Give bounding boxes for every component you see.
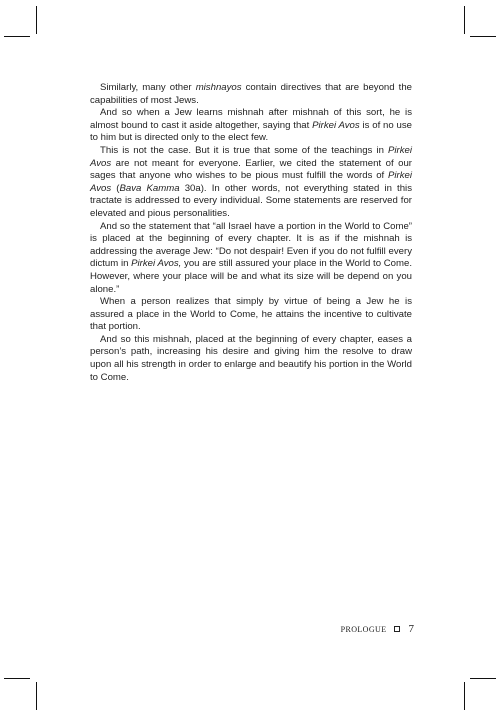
paragraph-text: you are still assured your place in the World to Come. However, where your place will be and what its size will be depend on you alone.” [90,258,412,295]
crop-mark-top-left-horizontal [4,36,30,37]
paragraph-text: is of no use to him but is directed only to the elect few. [90,119,413,144]
square-separator-icon [394,626,400,632]
paragraph [90,334,412,384]
paragraph-text: And so the statement that “all Israel have a portion in the World to Come” is placed at the beginning of every chapter. It is as if the mishnah is addressing the average Jew: “Do not despair! Even if you do not fulfill every dictum in [90,220,412,270]
paragraph-text: 30a). In other words, not everything stated in this tractate is addressed to every individual. Some statements are reserved for elevated and pious personalities. [90,182,412,219]
crop-mark-bottom-left-horizontal [4,678,30,679]
paragraph [90,107,412,145]
italic-title-text: Pirkei Avos [312,119,360,131]
italic-title-text: Pirkei Avos, [131,258,182,270]
paragraph-text: And so when a Jew learns mishnah after mishnah of this sort, he is almost bound to cast it aside altogether, saying that [90,107,412,131]
paragraph-text: contain directives that are beyond the capabilities of most Jews. [90,82,412,106]
crop-mark-bottom-right-horizontal [470,678,496,679]
crop-mark-top-right-vertical [464,6,465,34]
paragraph [90,82,412,107]
italic-title-text: Bava Kamma [119,182,180,194]
italic-title-text: mishnayos [195,82,242,93]
crop-mark-top-left-vertical [36,6,37,34]
italic-title-text: Pirkei Avos [90,144,412,169]
crop-mark-bottom-right-vertical [464,682,465,710]
paragraph-text: are not meant for everyone. Earlier, we cited the statement of our sages that anyone who wishes to be pious must fulfill the words of [90,157,412,182]
crop-mark-top-right-horizontal [470,36,496,37]
paragraph-text: ( [111,182,120,194]
paragraph [90,145,412,221]
paragraph-text: This is not the case. But it is true that some of the teachings in [100,144,388,156]
paragraph [90,296,412,334]
paragraph-text: Similarly, many other [100,82,196,93]
page-number: 7 [408,623,414,635]
body-text [90,82,412,384]
italic-title-text: Pirkei Avos [90,170,412,194]
paragraph [90,221,412,297]
paragraph-text: When a person realizes that simply by virtue of being a Jew he is assured a place in the World to Come, he attains the incentive to cultivate that portion. [90,296,412,333]
crop-mark-bottom-left-vertical [36,682,37,710]
running-footer [300,622,414,636]
section-title: PROLOGUE [340,624,387,634]
paragraph-text: And so this mishnah, placed at the beginning of every chapter, eases a person’s path, increasing his desire and giving him the resolve to draw upon all his strength in order to enlarge and beautify his portion in the World to Come. [90,333,412,383]
